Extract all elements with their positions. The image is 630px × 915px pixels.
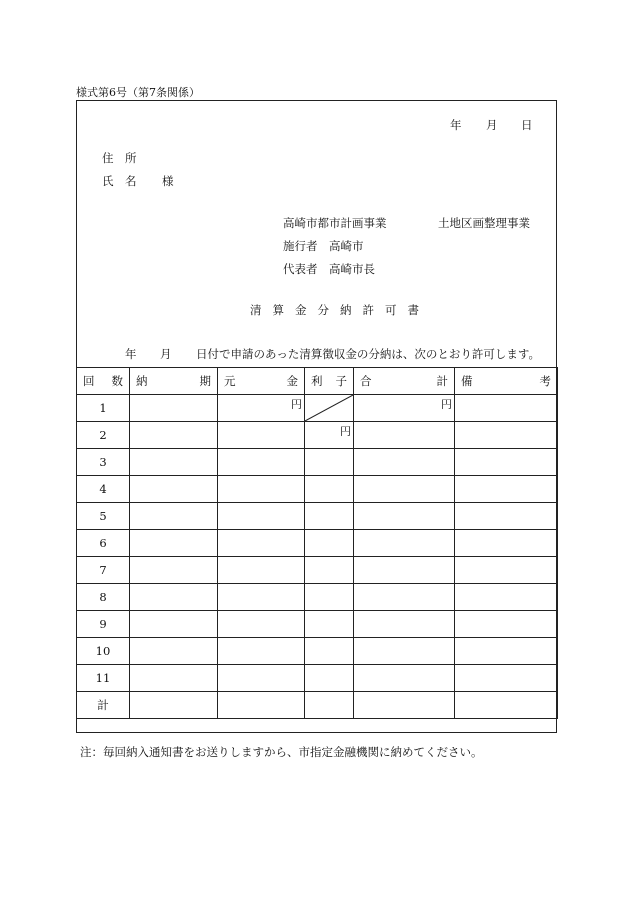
installment-table xyxy=(76,367,558,719)
row-remarks xyxy=(455,638,558,665)
form-number: 様式第6号（第7条関係） xyxy=(76,86,200,99)
date-day: 日 xyxy=(521,118,533,132)
row-count: 1 xyxy=(77,395,130,422)
table-row xyxy=(77,422,558,449)
footnote: 注：毎回納入通知書をお送りしますから、市指定金融機関に納めてください。 xyxy=(80,745,483,759)
row-total xyxy=(354,584,455,611)
row-count: 5 xyxy=(77,503,130,530)
interest-diagonal-line xyxy=(305,395,353,421)
row-total xyxy=(354,611,455,638)
row-due-date xyxy=(130,476,218,503)
row-principal xyxy=(218,692,305,719)
table-row xyxy=(77,638,558,665)
row-count: 7 xyxy=(77,557,130,584)
row-remarks xyxy=(455,395,558,422)
table-row xyxy=(77,584,558,611)
row-remarks xyxy=(455,476,558,503)
row-interest xyxy=(305,584,354,611)
row-principal xyxy=(218,395,305,422)
row-count: 9 xyxy=(77,611,130,638)
total-yen-unit: 円 xyxy=(441,398,452,411)
row-count: 6 xyxy=(77,530,130,557)
row-principal xyxy=(218,638,305,665)
project-name-a: 高崎市都市計画事業 xyxy=(283,216,387,230)
row-due-date xyxy=(130,530,218,557)
row-count: 3 xyxy=(77,449,130,476)
date-month: 月 xyxy=(486,118,498,132)
row-due-date xyxy=(130,449,218,476)
row-total xyxy=(354,692,455,719)
row-principal xyxy=(218,665,305,692)
row-remarks xyxy=(455,665,558,692)
row-due-date xyxy=(130,395,218,422)
row-due-date xyxy=(130,665,218,692)
table-row xyxy=(77,476,558,503)
document-title: 清算金分納許可書 xyxy=(250,303,430,317)
table-row xyxy=(77,449,558,476)
row-due-date xyxy=(130,638,218,665)
row-principal xyxy=(218,503,305,530)
row-principal xyxy=(218,584,305,611)
table-row xyxy=(77,557,558,584)
row-due-date xyxy=(130,422,218,449)
row-count: 計 xyxy=(77,692,130,719)
row-total xyxy=(354,638,455,665)
row-count: 2 xyxy=(77,422,130,449)
row-interest xyxy=(305,503,354,530)
row-interest xyxy=(305,557,354,584)
name-label: 氏 名 xyxy=(102,174,137,188)
row-remarks xyxy=(455,611,558,638)
row-due-date xyxy=(130,503,218,530)
statement-text: 日付で申請のあった清算徴収金の分納は、次のとおり許可します。 xyxy=(196,347,540,361)
row-principal xyxy=(218,422,305,449)
row-remarks xyxy=(455,503,558,530)
row-total xyxy=(354,476,455,503)
row-total xyxy=(354,557,455,584)
row-due-date xyxy=(130,692,218,719)
table-row xyxy=(77,665,558,692)
row-interest xyxy=(305,611,354,638)
header-count: 回 数 xyxy=(77,368,130,395)
row-interest xyxy=(305,422,354,449)
table-header-row xyxy=(77,368,558,395)
row-principal xyxy=(218,611,305,638)
row-total xyxy=(354,503,455,530)
row-remarks xyxy=(455,449,558,476)
row-interest xyxy=(305,692,354,719)
table-row xyxy=(77,611,558,638)
interest-yen-unit: 円 xyxy=(340,425,351,438)
row-due-date xyxy=(130,557,218,584)
principal-yen-unit: 円 xyxy=(291,398,302,411)
statement-year: 年 xyxy=(125,347,137,361)
row-total xyxy=(354,422,455,449)
row-due-date xyxy=(130,584,218,611)
row-remarks xyxy=(455,692,558,719)
row-remarks xyxy=(455,422,558,449)
row-principal xyxy=(218,449,305,476)
row-due-date xyxy=(130,611,218,638)
statement-month: 月 xyxy=(160,347,172,361)
table-row xyxy=(77,530,558,557)
table-row xyxy=(77,395,558,422)
row-principal xyxy=(218,557,305,584)
header-total: 合 計 xyxy=(354,368,455,395)
row-principal xyxy=(218,476,305,503)
header-due-date: 納 期 xyxy=(130,368,218,395)
header-principal: 元 金 xyxy=(218,368,305,395)
row-remarks xyxy=(455,557,558,584)
representative: 代表者 高崎市長 xyxy=(283,262,375,276)
address-label: 住 所 xyxy=(102,151,137,165)
row-interest xyxy=(305,638,354,665)
header-remarks: 備 考 xyxy=(455,368,558,395)
row-interest xyxy=(305,665,354,692)
table-row xyxy=(77,503,558,530)
honorific-sama: 様 xyxy=(162,174,174,188)
row-interest xyxy=(305,449,354,476)
row-interest xyxy=(305,476,354,503)
row-remarks xyxy=(455,584,558,611)
row-count: 8 xyxy=(77,584,130,611)
row-interest xyxy=(305,395,354,422)
row-principal xyxy=(218,530,305,557)
row-total xyxy=(354,449,455,476)
implementer: 施行者 高崎市 xyxy=(283,239,364,253)
row-total xyxy=(354,395,455,422)
row-remarks xyxy=(455,530,558,557)
row-total xyxy=(354,530,455,557)
header-interest: 利 子 xyxy=(305,368,354,395)
row-count: 11 xyxy=(77,665,130,692)
date-year: 年 xyxy=(450,118,462,132)
row-count: 10 xyxy=(77,638,130,665)
table-row xyxy=(77,692,558,719)
row-total xyxy=(354,665,455,692)
row-interest xyxy=(305,530,354,557)
row-count: 4 xyxy=(77,476,130,503)
project-name-b: 土地区画整理事業 xyxy=(438,216,530,230)
table-body xyxy=(77,395,558,719)
